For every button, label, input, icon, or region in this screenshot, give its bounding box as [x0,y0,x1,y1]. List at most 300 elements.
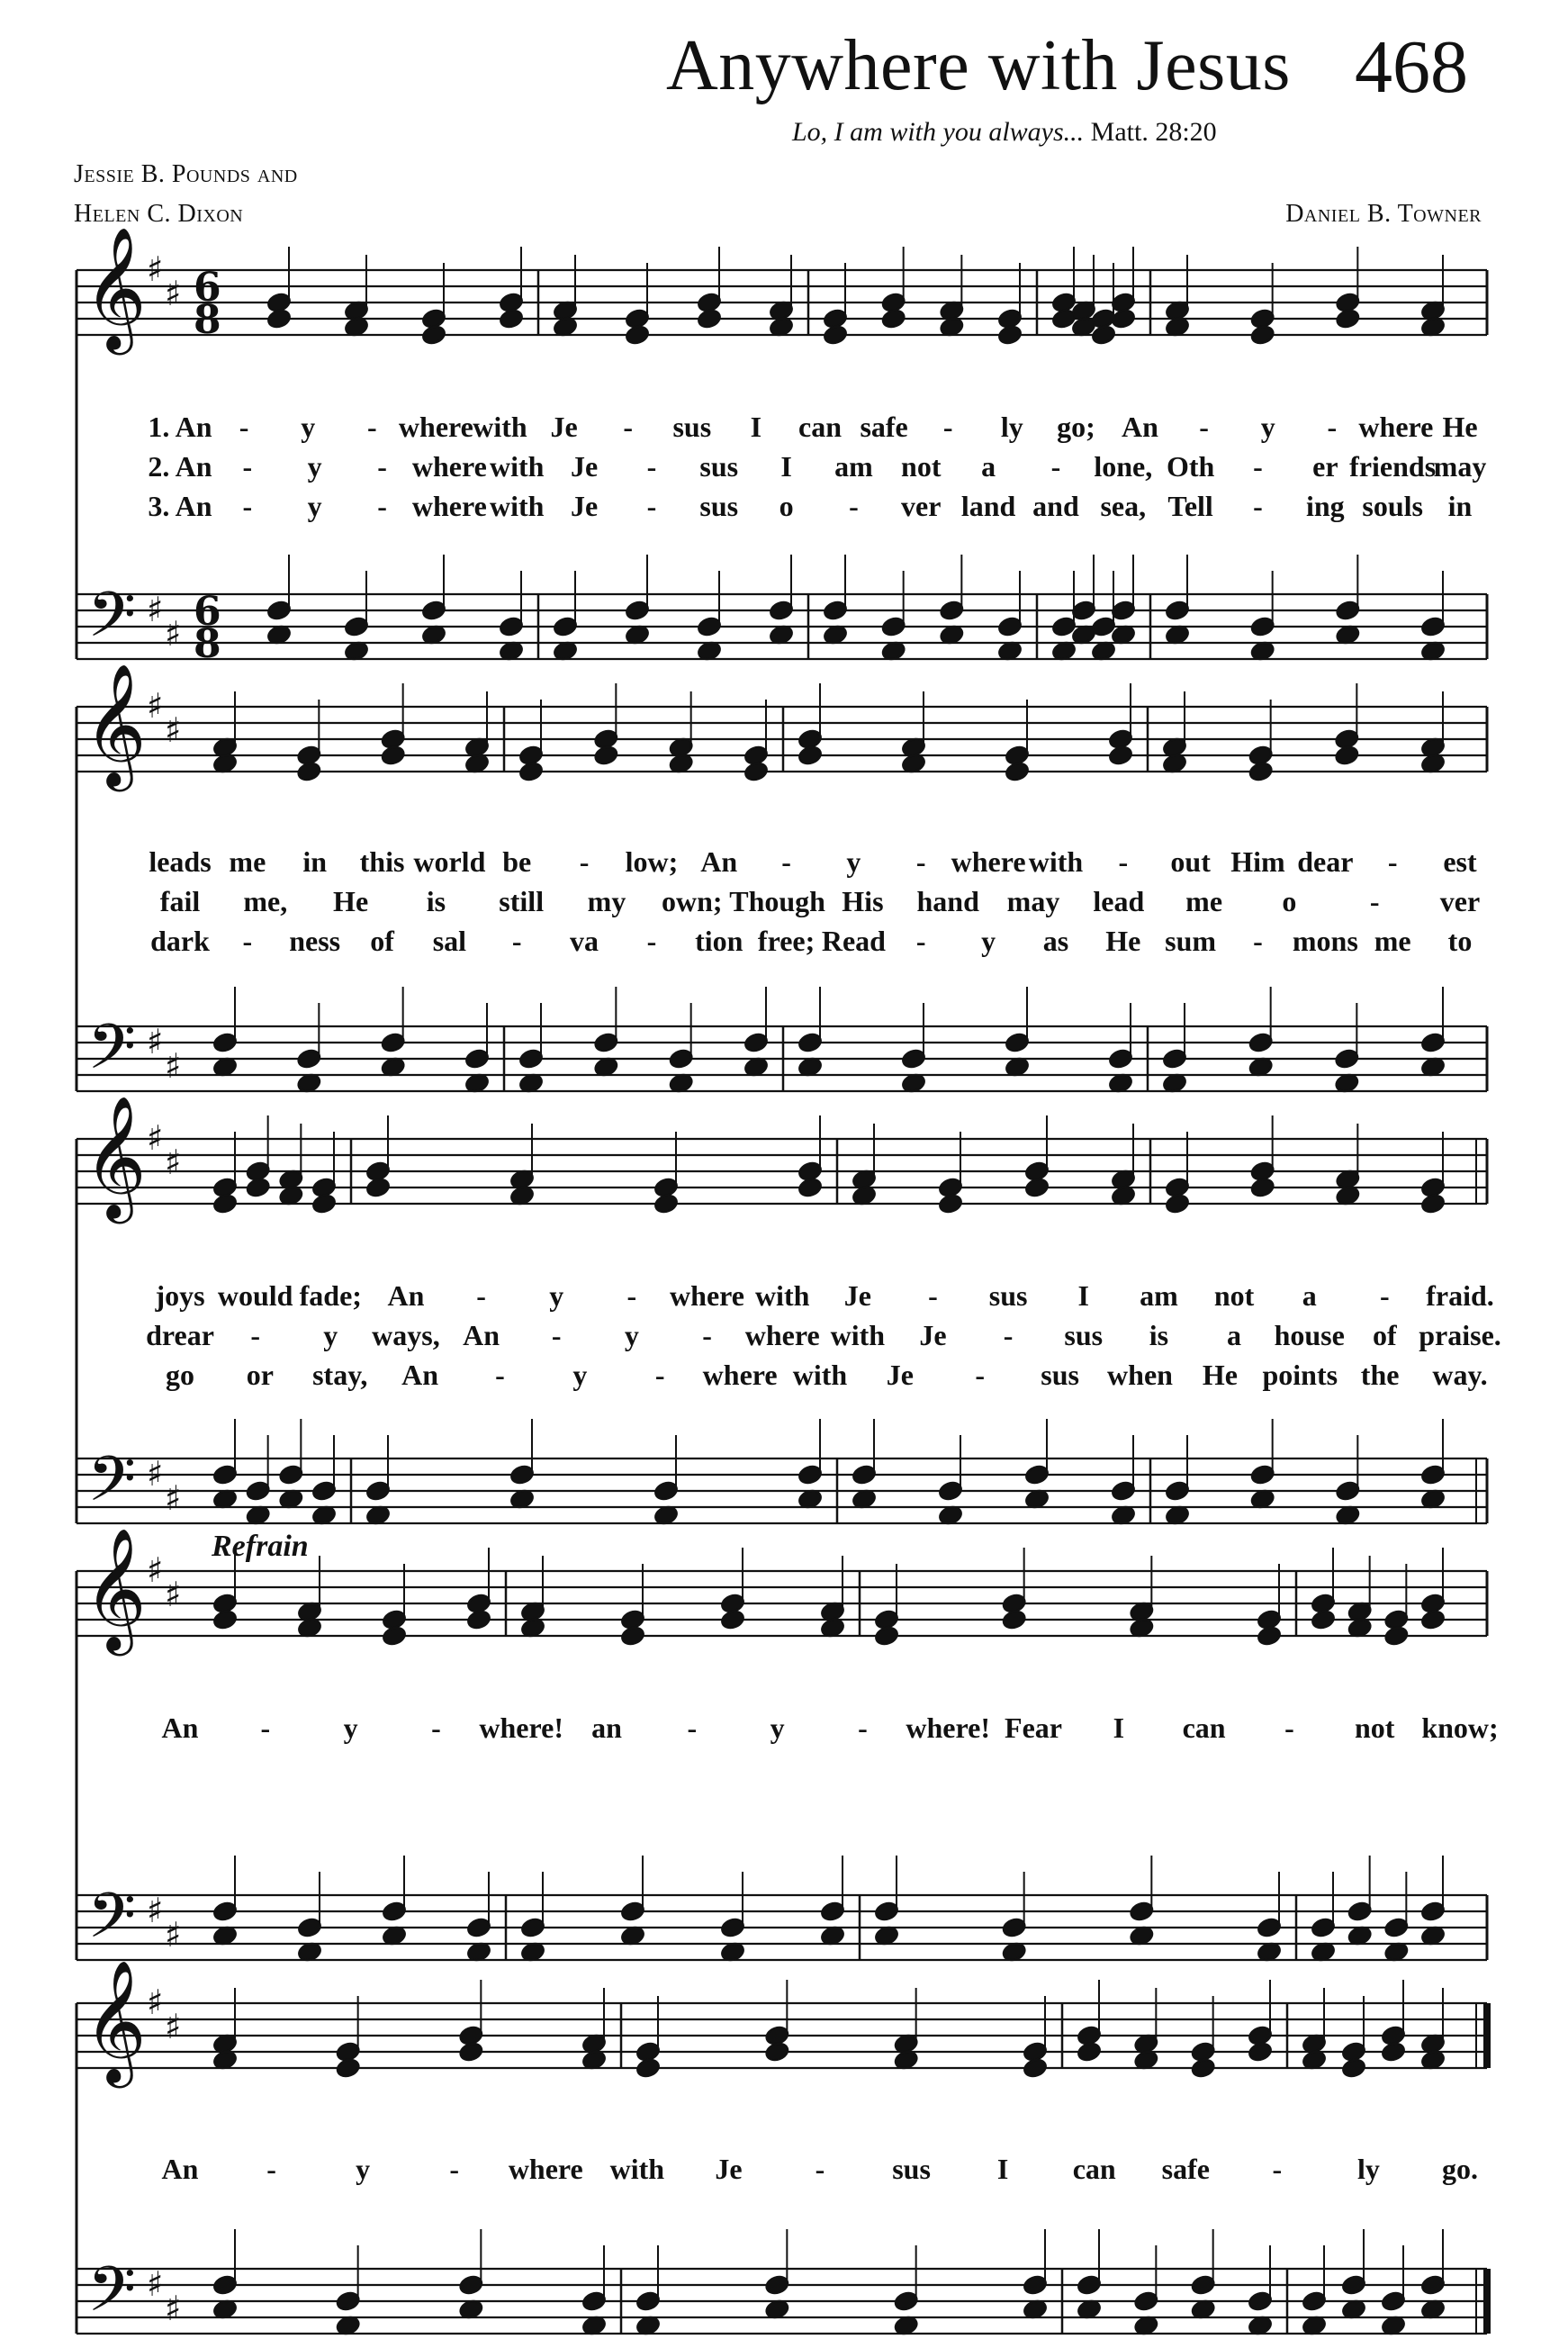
notehead [212,2274,238,2296]
lyric-syllable: His [842,885,884,917]
lyric-syllable: Fear [1005,1711,1062,1744]
notehead [874,1625,899,1647]
notehead [1248,1032,1273,1053]
lyric-syllable: - [1050,450,1061,483]
lyric-syllable: y [323,1319,338,1351]
lyric-syllable: - [366,411,377,443]
lyric-syllable: where [744,1319,820,1351]
notehead [296,761,321,782]
lyric-syllable: fraid. [1426,1279,1494,1312]
notehead [245,1480,270,1502]
lyric-syllable: y [549,1279,564,1312]
notehead [466,1917,491,1938]
notehead [382,1901,407,1922]
lyric-syllable: sus [988,1279,1028,1312]
lyric-syllable: sea, [1100,490,1147,522]
notehead [593,1032,618,1053]
notehead [464,1048,490,1070]
notehead [1001,1609,1026,1630]
lyric-syllable: with [473,411,527,443]
notehead [874,1901,899,1922]
lyric-syllable: or [246,1359,274,1391]
lyric-syllable: dark [150,925,210,957]
lyric-syllable: a [1227,1319,1242,1351]
notehead [1420,2274,1446,2296]
notehead [466,1609,491,1630]
notehead [1249,324,1275,346]
lyric-syllable: sum [1165,925,1217,957]
notehead [380,1032,405,1053]
lyric-syllable: - [687,1711,698,1744]
lyric-syllable: the [1360,1359,1400,1391]
lyric-syllable: Him [1230,845,1285,878]
notehead [1111,1480,1136,1502]
lyric-syllable: ver [1439,885,1481,917]
notehead [939,600,964,621]
bass-clef-icon: 𝄢 [87,2253,137,2339]
notehead [1077,2274,1102,2296]
notehead [1248,2041,1273,2063]
lyric-syllable: ly [1000,411,1023,443]
lyric-syllable: - [431,1711,441,1744]
lyric-syllable: - [975,1359,986,1391]
notehead [365,1480,391,1502]
lyric-syllable: - [646,490,657,522]
lyric-syllable: - [1253,925,1263,957]
lyric-syllable: points [1262,1359,1338,1391]
notehead [625,600,650,621]
lyric-syllable: y [981,925,996,957]
notehead [653,1480,679,1502]
lyric-syllable: 1. An [148,411,212,443]
notehead [335,2057,360,2079]
lyric-syllable: with [489,490,545,522]
bass-clef-icon: 𝄢 [87,1879,137,1967]
notehead [499,616,524,637]
lyric-syllable: - [1380,1279,1390,1312]
notehead [893,2290,918,2312]
notehead [382,1625,407,1647]
lyric-syllable: - [915,845,926,878]
lyric-syllable: where [702,1359,778,1391]
lyric-syllable: is [426,885,446,917]
lyric-syllable: to [1447,925,1473,957]
lyric-syllable: I [750,411,762,443]
lyric-syllable: safe [860,411,908,443]
notehead [653,1193,679,1215]
lyric-syllable: I [996,2153,1009,2185]
lyric-syllable: ver [901,490,942,522]
lyric-syllable: land [960,490,1016,522]
notehead [1381,2041,1406,2063]
notehead [620,1901,645,1922]
lyric-syllable: y [307,450,322,483]
notehead [212,1901,238,1922]
sharp-icon: ♯ [147,686,164,726]
treble-clef-icon: 𝄞 [84,662,147,786]
notehead [1381,2290,1406,2312]
lyric-syllable: An [161,1711,199,1744]
notehead [297,1917,322,1938]
lyric-syllable: of [370,925,394,957]
lyric-syllable: with [754,1279,810,1312]
notehead [499,308,524,330]
notehead [997,616,1023,637]
notehead [1334,1048,1359,1070]
refrain-label: Refrain [212,1530,309,1563]
sharp-icon: ♯ [165,1575,182,1614]
notehead [820,1901,845,1922]
notehead [365,1177,391,1198]
lyric-syllable: where [411,490,487,522]
notehead [1249,1177,1275,1198]
lyric-syllable: still [499,885,545,917]
notehead [1420,1193,1446,1215]
lyric-syllable: - [626,1279,637,1312]
lyric-syllable: me [1185,885,1223,917]
lyric-syllable: sus [1041,1359,1079,1391]
lyric-syllable: - [781,845,791,878]
lyric-syllable: in [302,845,328,878]
notehead [1249,616,1275,637]
notehead [635,2290,661,2312]
notehead [1165,600,1190,621]
notehead [720,1609,745,1630]
notehead [1005,1032,1030,1053]
lyric-syllable: and [1032,490,1079,522]
lyric-syllable: may [1433,450,1487,483]
lyric-syllable: - [915,925,926,957]
notehead [764,2041,789,2063]
sharp-icon: ♯ [147,1022,164,1061]
notehead [245,1177,270,1198]
hymn-number: 468 [1355,25,1468,109]
lyric-syllable: me [1374,925,1411,957]
lyric-syllable: Je [886,1359,914,1391]
notehead [997,324,1023,346]
sharp-icon: ♯ [165,1142,182,1182]
lyric-syllable: this [359,845,405,878]
lyric-syllable: in [1447,490,1473,522]
lyric-syllable: where [508,2153,583,2185]
lyric-syllable: - [476,1279,486,1312]
notehead [1190,2274,1215,2296]
sharp-icon: ♯ [165,274,182,313]
lyric-syllable: would [217,1279,293,1312]
lyric-syllable: y [301,411,316,443]
lyric-syllable: He [1442,411,1478,443]
lyric-syllable: - [242,925,253,957]
notehead [1420,1464,1446,1486]
lyric-syllable: when [1107,1359,1173,1391]
scripture-citation: Matt. 28:20 [1090,117,1217,147]
notehead [880,616,906,637]
lyric-syllable: me [229,845,266,878]
sharp-icon: ♯ [165,2007,182,2046]
notehead [509,1464,535,1486]
lyric-syllable: He [1202,1359,1238,1391]
notehead [743,761,769,782]
lyric-syllable: - [1369,885,1380,917]
lyric-syllable: est [1443,845,1477,878]
lyric-syllable: An [387,1279,425,1312]
lyric-syllable: where [1358,411,1434,443]
lyric-syllable: - [1327,411,1338,443]
notehead [1383,1917,1409,1938]
lyric-syllable: stay, [312,1359,368,1391]
lyric-syllable: where! [906,1711,990,1744]
lyric-syllable: sus [892,2153,931,2185]
notehead [1420,1901,1446,1922]
sharp-icon: ♯ [147,1454,164,1494]
lyric-syllable: am [834,450,873,483]
treble-clef-icon: 𝄞 [84,225,147,349]
lyricist-credit-line-2: Helen C. Dixon [74,200,244,228]
lyric-syllable: with [830,1319,886,1351]
notehead [1108,1048,1133,1070]
notehead [553,616,578,637]
sharp-icon: ♯ [165,1478,182,1518]
lyric-syllable: tion [695,925,743,957]
lyric-syllable: - [1387,845,1398,878]
lyric-syllable: a [981,450,996,483]
notehead [798,745,823,766]
notehead [212,1609,238,1630]
lyric-syllable: - [623,411,634,443]
lyric-syllable: - [1253,450,1263,483]
notehead [518,761,544,782]
notehead [1024,1464,1050,1486]
lyric-syllable: with [489,450,545,483]
notehead [1420,616,1446,637]
notehead [823,324,848,346]
sharp-icon: ♯ [147,1550,164,1590]
notehead [1005,761,1030,782]
music-system [77,1094,1501,1531]
lyric-syllable: be [502,845,532,878]
lyric-syllable: I [780,450,792,483]
scripture-quote: Lo, I am with you always... [792,117,1085,147]
lyric-syllable: go; [1057,411,1095,443]
notehead [798,1464,823,1486]
lyric-syllable: sus [1064,1319,1104,1351]
lyric-syllable: way. [1432,1359,1488,1391]
lyric-syllable: - [646,450,657,483]
lyric-syllable: - [1284,1711,1294,1744]
lyric-syllable: world [413,845,486,878]
notehead [380,745,405,766]
lyric-syllable: where [670,1279,744,1312]
lyric-syllable: where! [479,1711,563,1744]
notehead [764,2274,789,2296]
lyric-syllable: - [858,1711,868,1744]
lyric-syllable: - [654,1359,665,1391]
lyric-syllable: sus [699,490,739,522]
lyric-syllable: not [901,450,942,483]
lyric-syllable: - [495,1359,505,1391]
lyric-syllable: my [587,885,626,917]
lyric-syllable: ing [1305,490,1345,522]
lyric-syllable: - [815,2153,825,2185]
music-system [77,225,1487,667]
lyric-syllable: An [700,845,738,878]
notehead [697,308,722,330]
lyric-syllable: y [343,1711,358,1744]
lyric-syllable: where [951,845,1026,878]
lyric-syllable: Je [843,1279,871,1312]
lyric-syllable: can [1072,2153,1116,2185]
lyric-syllable: know; [1421,1711,1499,1744]
notehead [1077,2041,1102,2063]
lyric-syllable: am [1140,1279,1178,1312]
notehead [311,1193,337,1215]
lyric-syllable: sal [432,925,467,957]
lyric-syllable: - [377,450,387,483]
notehead [266,308,292,330]
lyric-syllable: not [1213,1279,1255,1312]
bass-clef-icon: 𝄢 [87,1010,137,1098]
time-signature-bottom: 8 [194,621,221,667]
lyric-syllable: as [1042,925,1069,957]
lyric-syllable: can [798,411,842,443]
lyric-syllable: An [161,2153,199,2185]
sharp-icon: ♯ [165,1046,182,1086]
notehead [668,1048,693,1070]
sharp-icon: ♯ [165,2289,182,2328]
notehead [720,1917,745,1938]
lyric-syllable: fade; [299,1279,362,1312]
notehead [743,1032,769,1053]
lyric-syllable: lead [1093,885,1145,917]
notehead [1248,2290,1273,2312]
notehead [798,1032,823,1053]
notehead [901,1048,926,1070]
notehead [266,600,292,621]
treble-clef-icon: 𝄞 [84,1094,147,1218]
lyric-syllable: - [942,411,953,443]
lyric-syllable: y [356,2153,371,2185]
notehead [1129,1901,1154,1922]
lyric-syllable: y [1260,411,1275,443]
lyric-syllable: souls [1362,490,1423,522]
time-signature-top: 6 [194,589,221,635]
lyric-syllable: of [1373,1319,1397,1351]
lyric-syllable: go. [1442,2153,1478,2185]
sharp-icon: ♯ [165,614,182,654]
lyric-syllable: 3. An [148,490,212,522]
lyric-syllable: praise. [1419,1319,1501,1351]
lyric-syllable: - [1118,845,1129,878]
lyric-syllable: He [1105,925,1141,957]
lyric-syllable: An [1122,411,1158,443]
notehead [1347,1901,1372,1922]
notehead [212,1193,238,1215]
lyric-syllable: Oth [1166,450,1215,483]
lyric-syllable: - [702,1319,712,1351]
notehead [1335,1480,1360,1502]
lyric-syllable: sus [699,450,739,483]
lyric-syllable: with [792,1359,848,1391]
lyric-syllable: va [570,925,599,957]
time-signature-bottom: 8 [194,297,221,343]
notehead [1341,2057,1366,2079]
notehead [1111,308,1136,330]
lyric-syllable: Je [715,2153,743,2185]
lyric-syllable: - [849,490,859,522]
bass-clef-icon: 𝄢 [87,578,137,666]
lyric-syllable: - [1003,1319,1014,1351]
notehead [1165,1193,1190,1215]
music-system [77,1958,1487,2339]
lyric-syllable: o [779,490,794,522]
lyric-syllable: - [242,490,253,522]
lyric-syllable: An [463,1319,500,1351]
lyric-syllable: where [398,411,473,443]
sharp-icon: ♯ [147,2264,164,2304]
lyric-syllable: with [609,2153,665,2185]
lyric-syllable: may [1006,885,1060,917]
lyric-syllable: ly [1356,2153,1380,2185]
notehead [1311,1609,1336,1630]
treble-clef-icon: 𝄞 [84,1526,147,1650]
sharp-icon: ♯ [165,1915,182,1955]
lyric-syllable: - [511,925,522,957]
lyric-syllable: Je [919,1319,947,1351]
notehead [581,2290,607,2312]
notehead [335,2290,360,2312]
lyric-syllable: y [770,1711,785,1744]
notehead [1108,745,1133,766]
lyric-syllable: friends [1349,450,1437,483]
notehead [823,600,848,621]
notehead [625,324,650,346]
notehead [1165,1480,1190,1502]
notehead [1420,1609,1446,1630]
lyric-syllable: can [1182,1711,1226,1744]
lyric-syllable: free; [757,925,816,957]
lyric-syllable: me, [243,885,288,917]
sharp-icon: ♯ [147,590,164,629]
notehead [635,2057,661,2079]
bass-clef-icon: 𝄢 [87,1442,137,1531]
notehead [852,1464,877,1486]
notehead [1023,2274,1048,2296]
lyric-syllable: y [624,1319,639,1351]
lyric-syllable: Though [729,885,825,917]
notehead [1190,2057,1215,2079]
lyric-syllable: An [401,1359,439,1391]
lyric-syllable: - [242,450,253,483]
notehead [880,308,906,330]
notehead [1335,600,1360,621]
notehead [458,2274,483,2296]
notehead [1001,1917,1026,1938]
lyric-syllable: - [449,2153,460,2185]
lyric-syllable: is [1149,1319,1169,1351]
notehead [458,2041,483,2063]
notehead [1248,761,1273,782]
lyric-syllable: Read [821,925,886,957]
lyric-syllable: 2. An [148,450,212,483]
lyric-syllable: - [1253,490,1263,522]
lyric-syllable: - [260,1711,271,1744]
lyric-syllable: a [1302,1279,1317,1312]
notehead [1111,600,1136,621]
notehead [1023,2057,1048,2079]
lyric-syllable: leads [149,845,212,878]
lyric-syllable: own; [662,885,723,917]
lyric-syllable: low; [625,845,679,878]
